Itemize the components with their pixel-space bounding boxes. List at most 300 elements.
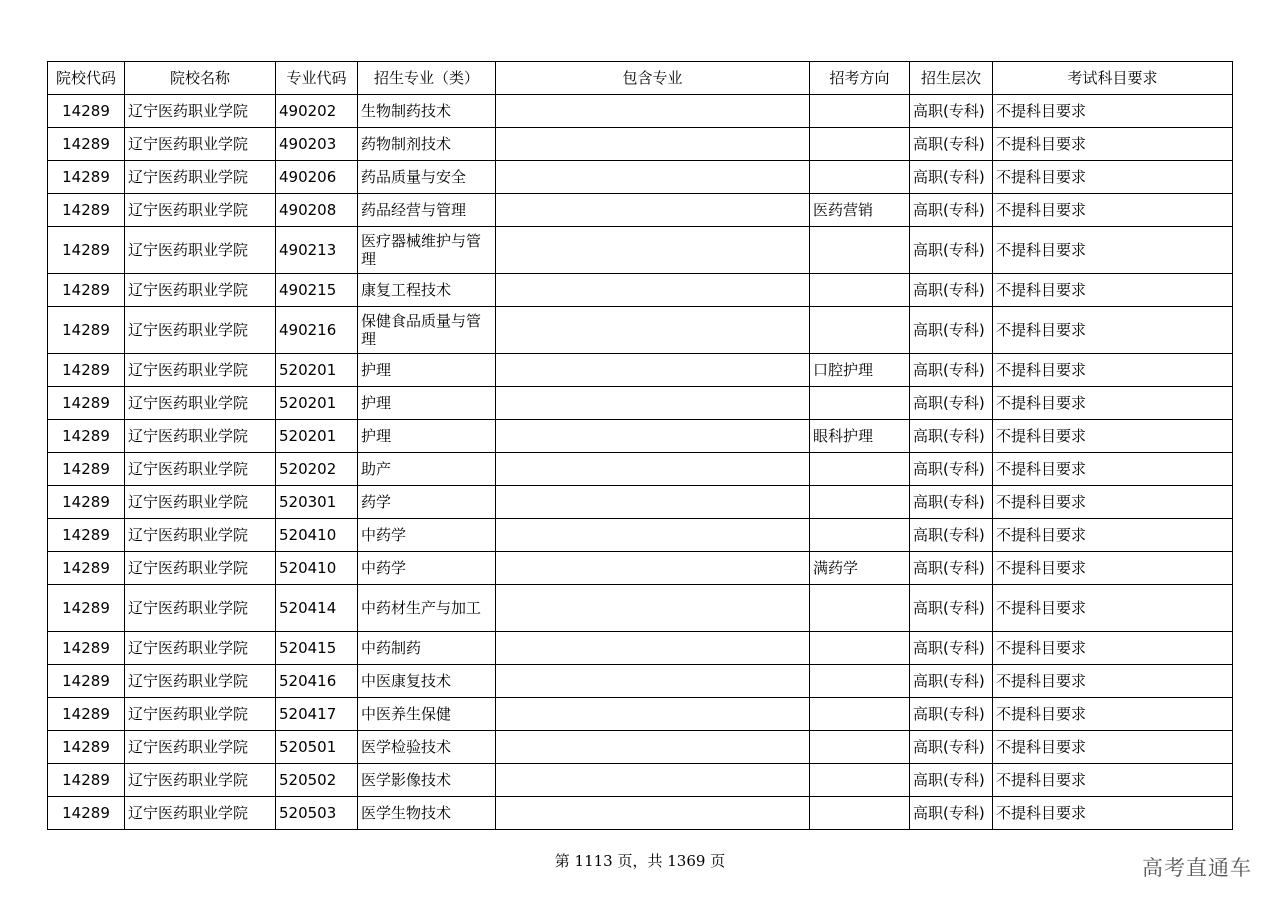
cell-major-code-text: 490215 (279, 281, 337, 299)
header-school-name: 院校名称 (125, 62, 276, 95)
cell-direction (810, 731, 910, 764)
cell-level (910, 797, 993, 830)
cell-level (910, 698, 993, 731)
cell-school-name-text: 辽宁医药职业学院 (128, 639, 249, 657)
cell-school-name (125, 274, 276, 307)
cell-level (910, 731, 993, 764)
cell-level-text: 高职(专科) (913, 361, 985, 379)
cell-school-code (48, 387, 125, 420)
cell-major-code (276, 307, 358, 354)
table-row (48, 585, 1233, 632)
cell-requirement-text: 不提科目要求 (996, 427, 1087, 445)
cell-major (358, 585, 496, 632)
cell-school-name-text: 辽宁医药职业学院 (128, 241, 249, 259)
cell-school-code-text: 14289 (62, 705, 110, 723)
cell-major-text: 中医养生保健 (361, 705, 452, 723)
cell-school-code-text: 14289 (62, 771, 110, 789)
cell-school-code-text: 14289 (62, 102, 110, 120)
cell-major-code-text: 520414 (279, 599, 337, 617)
cell-major (358, 420, 496, 453)
cell-requirement-text: 不提科目要求 (996, 639, 1087, 657)
cell-major-code (276, 731, 358, 764)
header-major: 招生专业（类） (358, 62, 496, 95)
cell-included-majors (496, 731, 810, 764)
cell-direction (810, 307, 910, 354)
cell-school-name (125, 95, 276, 128)
cell-level (910, 519, 993, 552)
cell-major-text: 中药制药 (361, 639, 422, 657)
cell-included-majors (496, 387, 810, 420)
cell-school-code-text: 14289 (62, 168, 110, 186)
cell-major-text: 生物制药技术 (361, 102, 452, 120)
cell-requirement (993, 420, 1233, 453)
cell-direction (810, 665, 910, 698)
cell-included-majors (496, 227, 810, 274)
cell-school-name-text: 辽宁医药职业学院 (128, 102, 249, 120)
cell-level (910, 486, 993, 519)
table-row (48, 420, 1233, 453)
cell-major-code (276, 453, 358, 486)
cell-level (910, 354, 993, 387)
cell-school-code (48, 307, 125, 354)
cell-level (910, 307, 993, 354)
cell-major (358, 731, 496, 764)
cell-major-code (276, 764, 358, 797)
cell-included-majors (496, 420, 810, 453)
cell-direction (810, 161, 910, 194)
cell-school-name (125, 161, 276, 194)
table-row (48, 797, 1233, 830)
cell-included-majors (496, 632, 810, 665)
cell-major (358, 95, 496, 128)
cell-major (358, 486, 496, 519)
cell-school-name-text: 辽宁医药职业学院 (128, 361, 249, 379)
cell-major-code (276, 552, 358, 585)
cell-school-name-text: 辽宁医药职业学院 (128, 771, 249, 789)
cell-major-text: 护理 (361, 361, 392, 379)
cell-requirement-text: 不提科目要求 (996, 526, 1087, 544)
cell-major-code-text: 520502 (279, 771, 337, 789)
cell-school-name-text: 辽宁医药职业学院 (128, 321, 249, 339)
cell-major (358, 128, 496, 161)
cell-requirement (993, 128, 1233, 161)
cell-major (358, 552, 496, 585)
cell-major-code-text: 490208 (279, 201, 337, 219)
cell-school-code (48, 797, 125, 830)
cell-level (910, 227, 993, 274)
cell-included-majors (496, 354, 810, 387)
cell-direction (810, 420, 910, 453)
cell-major-code-text: 520417 (279, 705, 337, 723)
cell-major (358, 665, 496, 698)
cell-level-text: 高职(专科) (913, 427, 985, 445)
cell-level (910, 632, 993, 665)
cell-level (910, 453, 993, 486)
cell-major-code-text: 490202 (279, 102, 337, 120)
cell-level-text: 高职(专科) (913, 201, 985, 219)
cell-school-code (48, 698, 125, 731)
cell-major-text: 药物制剂技术 (361, 135, 452, 153)
header-level: 招生层次 (910, 62, 993, 95)
cell-included-majors (496, 764, 810, 797)
cell-major (358, 453, 496, 486)
table-row (48, 698, 1233, 731)
cell-major-code-text: 520415 (279, 639, 337, 657)
cell-level-text: 高职(专科) (913, 639, 985, 657)
cell-major-code-text: 490216 (279, 321, 337, 339)
cell-school-code-text: 14289 (62, 559, 110, 577)
cell-requirement-text: 不提科目要求 (996, 804, 1087, 822)
cell-major-text: 中药学 (361, 526, 407, 544)
cell-school-code-text: 14289 (62, 321, 110, 339)
cell-requirement-text: 不提科目要求 (996, 599, 1087, 617)
cell-major (358, 698, 496, 731)
cell-school-name (125, 486, 276, 519)
table-row (48, 519, 1233, 552)
cell-school-code-text: 14289 (62, 639, 110, 657)
cell-school-name (125, 420, 276, 453)
cell-major-code-text: 520301 (279, 493, 337, 511)
cell-requirement-text: 不提科目要求 (996, 168, 1087, 186)
cell-major-text: 医学检验技术 (361, 738, 452, 756)
cell-level-text: 高职(专科) (913, 599, 985, 617)
cell-major-text: 康复工程技术 (361, 281, 452, 299)
cell-major (358, 274, 496, 307)
cell-school-code (48, 95, 125, 128)
cell-major-code (276, 486, 358, 519)
cell-school-code (48, 453, 125, 486)
cell-direction-text: 眼科护理 (813, 427, 874, 445)
cell-school-name (125, 227, 276, 274)
cell-school-name (125, 698, 276, 731)
cell-requirement (993, 453, 1233, 486)
cell-requirement (993, 797, 1233, 830)
cell-included-majors (496, 307, 810, 354)
cell-major-code (276, 95, 358, 128)
cell-major (358, 797, 496, 830)
cell-school-name (125, 552, 276, 585)
cell-school-name (125, 731, 276, 764)
cell-school-code (48, 519, 125, 552)
cell-school-name (125, 764, 276, 797)
cell-direction (810, 274, 910, 307)
table-row (48, 387, 1233, 420)
cell-school-name-text: 辽宁医药职业学院 (128, 168, 249, 186)
cell-requirement-text: 不提科目要求 (996, 705, 1087, 723)
cell-direction (810, 128, 910, 161)
cell-school-name-text: 辽宁医药职业学院 (128, 738, 249, 756)
cell-requirement (993, 552, 1233, 585)
cell-major-text: 护理 (361, 427, 392, 445)
cell-school-name-text: 辽宁医药职业学院 (128, 394, 249, 412)
cell-level-text: 高职(专科) (913, 559, 985, 577)
cell-major (358, 764, 496, 797)
cell-school-name (125, 585, 276, 632)
cell-requirement-text: 不提科目要求 (996, 135, 1087, 153)
cell-level (910, 665, 993, 698)
cell-direction (810, 453, 910, 486)
cell-major (358, 194, 496, 227)
cell-school-code-text: 14289 (62, 361, 110, 379)
cell-direction (810, 632, 910, 665)
cell-requirement-text: 不提科目要求 (996, 493, 1087, 511)
cell-major-text: 医学生物技术 (361, 804, 452, 822)
cell-included-majors (496, 552, 810, 585)
cell-school-code-text: 14289 (62, 135, 110, 153)
cell-included-majors (496, 274, 810, 307)
cell-school-code-text: 14289 (62, 493, 110, 511)
cell-major-text: 助产 (361, 460, 392, 478)
cell-level (910, 128, 993, 161)
cell-school-code-text: 14289 (62, 460, 110, 478)
cell-direction (810, 585, 910, 632)
cell-level-text: 高职(专科) (913, 493, 985, 511)
cell-major-code-text: 520416 (279, 672, 337, 690)
table-row (48, 552, 1233, 585)
cell-major-code (276, 194, 358, 227)
cell-school-code (48, 161, 125, 194)
cell-major-code (276, 387, 358, 420)
cell-requirement-text: 不提科目要求 (996, 460, 1087, 478)
cell-major (358, 387, 496, 420)
cell-included-majors (496, 453, 810, 486)
cell-level-text: 高职(专科) (913, 804, 985, 822)
cell-major (358, 519, 496, 552)
table-row (48, 194, 1233, 227)
cell-requirement (993, 731, 1233, 764)
cell-direction (810, 227, 910, 274)
cell-level-text: 高职(专科) (913, 771, 985, 789)
cell-direction (810, 387, 910, 420)
cell-included-majors (496, 161, 810, 194)
cell-major-code (276, 227, 358, 274)
cell-requirement-text: 不提科目要求 (996, 361, 1087, 379)
cell-major-code (276, 161, 358, 194)
cell-level-text: 高职(专科) (913, 102, 985, 120)
cell-school-name (125, 519, 276, 552)
cell-school-name-text: 辽宁医药职业学院 (128, 493, 249, 511)
cell-requirement (993, 227, 1233, 274)
cell-direction-text: 医药营销 (813, 201, 874, 219)
cell-school-code-text: 14289 (62, 804, 110, 822)
cell-included-majors (496, 194, 810, 227)
cell-major-code (276, 128, 358, 161)
table-row (48, 453, 1233, 486)
cell-school-name-text: 辽宁医药职业学院 (128, 281, 249, 299)
cell-school-name (125, 354, 276, 387)
header-direction: 招考方向 (810, 62, 910, 95)
cell-school-code-text: 14289 (62, 427, 110, 445)
header-requirement: 考试科目要求 (993, 62, 1233, 95)
cell-school-name (125, 665, 276, 698)
cell-included-majors (496, 519, 810, 552)
cell-level (910, 387, 993, 420)
cell-included-majors (496, 585, 810, 632)
cell-requirement (993, 519, 1233, 552)
cell-level-text: 高职(专科) (913, 168, 985, 186)
cell-school-code (48, 665, 125, 698)
cell-level (910, 585, 993, 632)
cell-direction (810, 95, 910, 128)
cell-major-text: 药学 (361, 493, 392, 511)
cell-included-majors (496, 698, 810, 731)
cell-major-code-text: 520410 (279, 559, 337, 577)
cell-requirement (993, 764, 1233, 797)
cell-major-text: 保健食品质量与管理 (361, 312, 482, 348)
cell-major-text: 药品质量与安全 (361, 168, 467, 186)
cell-direction-text: 口腔护理 (813, 361, 874, 379)
cell-major (358, 307, 496, 354)
cell-level (910, 194, 993, 227)
cell-school-code-text: 14289 (62, 394, 110, 412)
cell-level-text: 高职(专科) (913, 460, 985, 478)
cell-requirement (993, 95, 1233, 128)
cell-school-name (125, 632, 276, 665)
cell-school-code (48, 486, 125, 519)
header-included-majors: 包含专业 (496, 62, 810, 95)
cell-major-text: 医学影像技术 (361, 771, 452, 789)
table-row (48, 274, 1233, 307)
cell-major-code (276, 797, 358, 830)
cell-school-name-text: 辽宁医药职业学院 (128, 559, 249, 577)
table-header-row (48, 62, 1233, 95)
table-row (48, 161, 1233, 194)
cell-requirement-text: 不提科目要求 (996, 394, 1087, 412)
table-body (48, 95, 1233, 830)
cell-direction (810, 354, 910, 387)
cell-major-text: 医疗器械维护与管理 (361, 232, 482, 268)
cell-major (358, 632, 496, 665)
cell-included-majors (496, 797, 810, 830)
cell-school-name-text: 辽宁医药职业学院 (128, 672, 249, 690)
cell-included-majors (496, 665, 810, 698)
cell-major (358, 227, 496, 274)
cell-school-name-text: 辽宁医药职业学院 (128, 135, 249, 153)
cell-major-text: 中药学 (361, 559, 407, 577)
cell-major-code (276, 420, 358, 453)
cell-school-code (48, 552, 125, 585)
cell-major-code-text: 520202 (279, 460, 337, 478)
cell-requirement (993, 486, 1233, 519)
table-row (48, 307, 1233, 354)
cell-major-code-text: 520503 (279, 804, 337, 822)
header-major-code: 专业代码 (276, 62, 358, 95)
cell-major-text: 护理 (361, 394, 392, 412)
cell-major-code-text: 520410 (279, 526, 337, 544)
cell-school-name-text: 辽宁医药职业学院 (128, 201, 249, 219)
cell-school-name (125, 797, 276, 830)
cell-school-code (48, 632, 125, 665)
cell-requirement (993, 585, 1233, 632)
cell-school-name (125, 453, 276, 486)
cell-school-code-text: 14289 (62, 241, 110, 259)
cell-school-code-text: 14289 (62, 201, 110, 219)
cell-direction (810, 698, 910, 731)
cell-level (910, 552, 993, 585)
page-number: 第 1113 页，共 1369 页 (554, 852, 726, 870)
cell-level-text: 高职(专科) (913, 738, 985, 756)
cell-direction (810, 519, 910, 552)
cell-level-text: 高职(专科) (913, 281, 985, 299)
cell-direction (810, 764, 910, 797)
cell-major-code (276, 354, 358, 387)
cell-level (910, 764, 993, 797)
cell-major-code (276, 274, 358, 307)
cell-school-code-text: 14289 (62, 738, 110, 756)
table-row (48, 227, 1233, 274)
cell-requirement-text: 不提科目要求 (996, 559, 1087, 577)
cell-requirement-text: 不提科目要求 (996, 102, 1087, 120)
cell-requirement-text: 不提科目要求 (996, 672, 1087, 690)
cell-school-code-text: 14289 (62, 599, 110, 617)
cell-level (910, 420, 993, 453)
cell-major-code (276, 585, 358, 632)
cell-level-text: 高职(专科) (913, 321, 985, 339)
header-school-code: 院校代码 (48, 62, 125, 95)
cell-major-code (276, 519, 358, 552)
cell-major-code-text: 490203 (279, 135, 337, 153)
cell-school-code (48, 194, 125, 227)
cell-included-majors (496, 128, 810, 161)
cell-level (910, 161, 993, 194)
table-row (48, 665, 1233, 698)
cell-major-code-text: 490206 (279, 168, 337, 186)
cell-major (358, 354, 496, 387)
cell-requirement (993, 387, 1233, 420)
cell-major (358, 161, 496, 194)
cell-requirement-text: 不提科目要求 (996, 771, 1087, 789)
cell-requirement-text: 不提科目要求 (996, 321, 1087, 339)
cell-requirement (993, 632, 1233, 665)
cell-major-code (276, 698, 358, 731)
cell-direction (810, 797, 910, 830)
cell-direction (810, 194, 910, 227)
cell-school-name-text: 辽宁医药职业学院 (128, 599, 249, 617)
cell-school-code (48, 227, 125, 274)
cell-school-code (48, 764, 125, 797)
table-row (48, 731, 1233, 764)
cell-school-code-text: 14289 (62, 281, 110, 299)
table-row (48, 354, 1233, 387)
cell-school-code (48, 420, 125, 453)
cell-school-code-text: 14289 (62, 672, 110, 690)
cell-major-text: 中医康复技术 (361, 672, 452, 690)
cell-major-code-text: 520201 (279, 361, 337, 379)
cell-school-name (125, 307, 276, 354)
cell-requirement (993, 307, 1233, 354)
cell-school-code (48, 354, 125, 387)
cell-school-code (48, 731, 125, 764)
cell-included-majors (496, 95, 810, 128)
cell-school-name (125, 128, 276, 161)
cell-requirement-text: 不提科目要求 (996, 241, 1087, 259)
cell-level (910, 95, 993, 128)
cell-school-name-text: 辽宁医药职业学院 (128, 427, 249, 445)
watermark-text: 高考直通车 (1142, 856, 1252, 880)
cell-requirement (993, 161, 1233, 194)
cell-requirement (993, 354, 1233, 387)
cell-level-text: 高职(专科) (913, 135, 985, 153)
cell-requirement-text: 不提科目要求 (996, 281, 1087, 299)
cell-requirement (993, 274, 1233, 307)
table-row (48, 486, 1233, 519)
cell-requirement-text: 不提科目要求 (996, 738, 1087, 756)
table-row (48, 128, 1233, 161)
table-row (48, 764, 1233, 797)
cell-school-code (48, 274, 125, 307)
cell-level (910, 274, 993, 307)
cell-included-majors (496, 486, 810, 519)
